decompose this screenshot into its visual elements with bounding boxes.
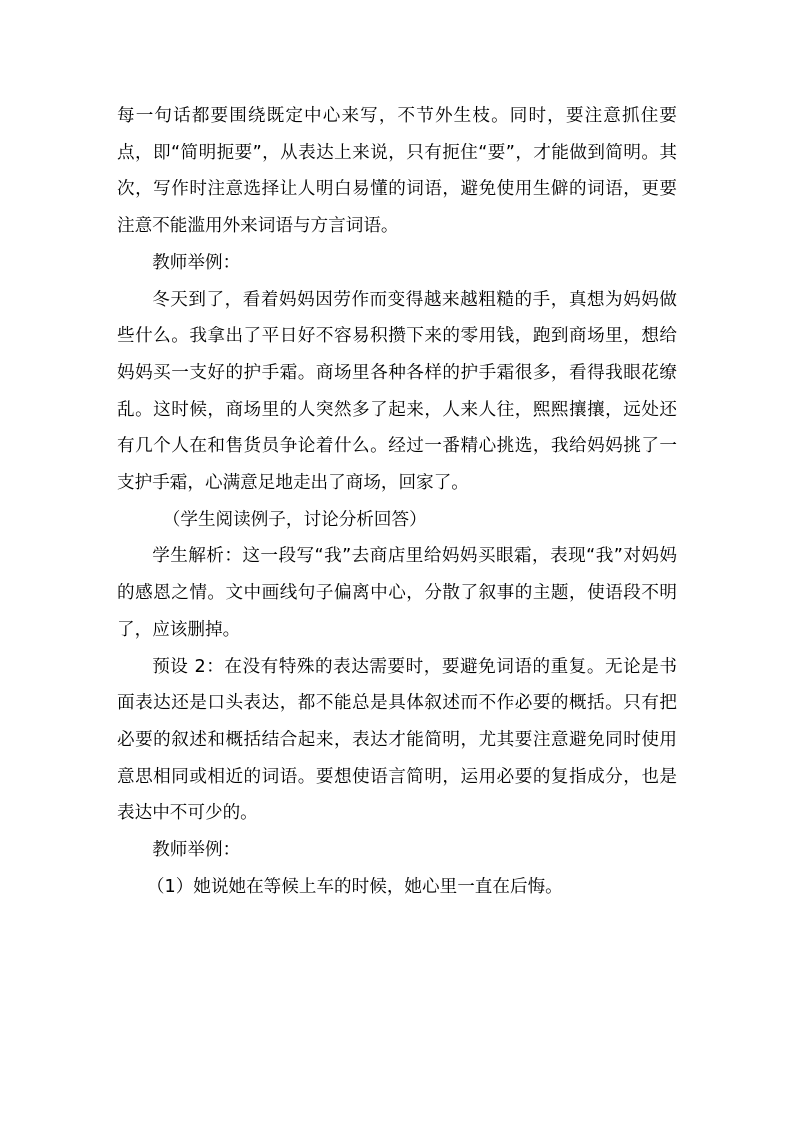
paragraph-teacher-example-heading: 教师举例：	[152, 252, 241, 273]
paragraph-example-text: 冬天到了，看着妈妈因劳作而变得越来越粗糙的手，真想为妈妈做些什么。我拿出了平日好不容易积攒下来的零用钱，跑到商场里，想给妈妈买一支好的护手霜。商场里各种各样的护手霜很多，看得我眼花缭乱。这时候，商场里的人突然多了起来，人来人往，熙熙攘攘，远处还有几个人在和售货员争论着什么。经过一番精心挑选，我给妈妈挑了一支护手霜，心满意足地走出了商场，回家了。	[117, 289, 677, 494]
paragraph-preset-2: 预设 2：在没有特殊的表达需要时，要避免词语的重复。无论是书面表达还是口头表达，都不能总是具体叙述而不作必要的概括。只有把必要的叙述和概括结合起来，表达才能简明，尤其要注意避免同时使用意思相同或相近的词语。要想使语言简明，运用必要的复指成分，也是表达中不可少的。	[117, 656, 677, 824]
paragraph-continuation: 每一句话都要围绕既定中心来写，不节外生枝。同时，要注意抓住要点，即“简明扼要”，从表达上来说，只有扼住“要”，才能做到简明。其次，写作时注意选择让人明白易懂的词语，避免使用生僻的词语，更要注意不能滥用外来词语与方言词语。	[117, 106, 677, 237]
document-body	[117, 98, 677, 905]
paragraph-example-item-1: （1）她说她在等候上车的时候，她心里一直在后悔。	[146, 876, 563, 897]
paragraph-teacher-example-heading-2: 教师举例：	[152, 840, 241, 861]
paragraph-student-analysis: 学生解析：这一段写“我”去商店里给妈妈买眼霜，表现“我”对妈妈的感恩之情。文中画线句子偏离中心，分散了叙事的主题，使语段不明了，应该删掉。	[117, 546, 677, 640]
paragraph-student-reading-note: （学生阅读例子，讨论分析回答）	[162, 509, 427, 530]
